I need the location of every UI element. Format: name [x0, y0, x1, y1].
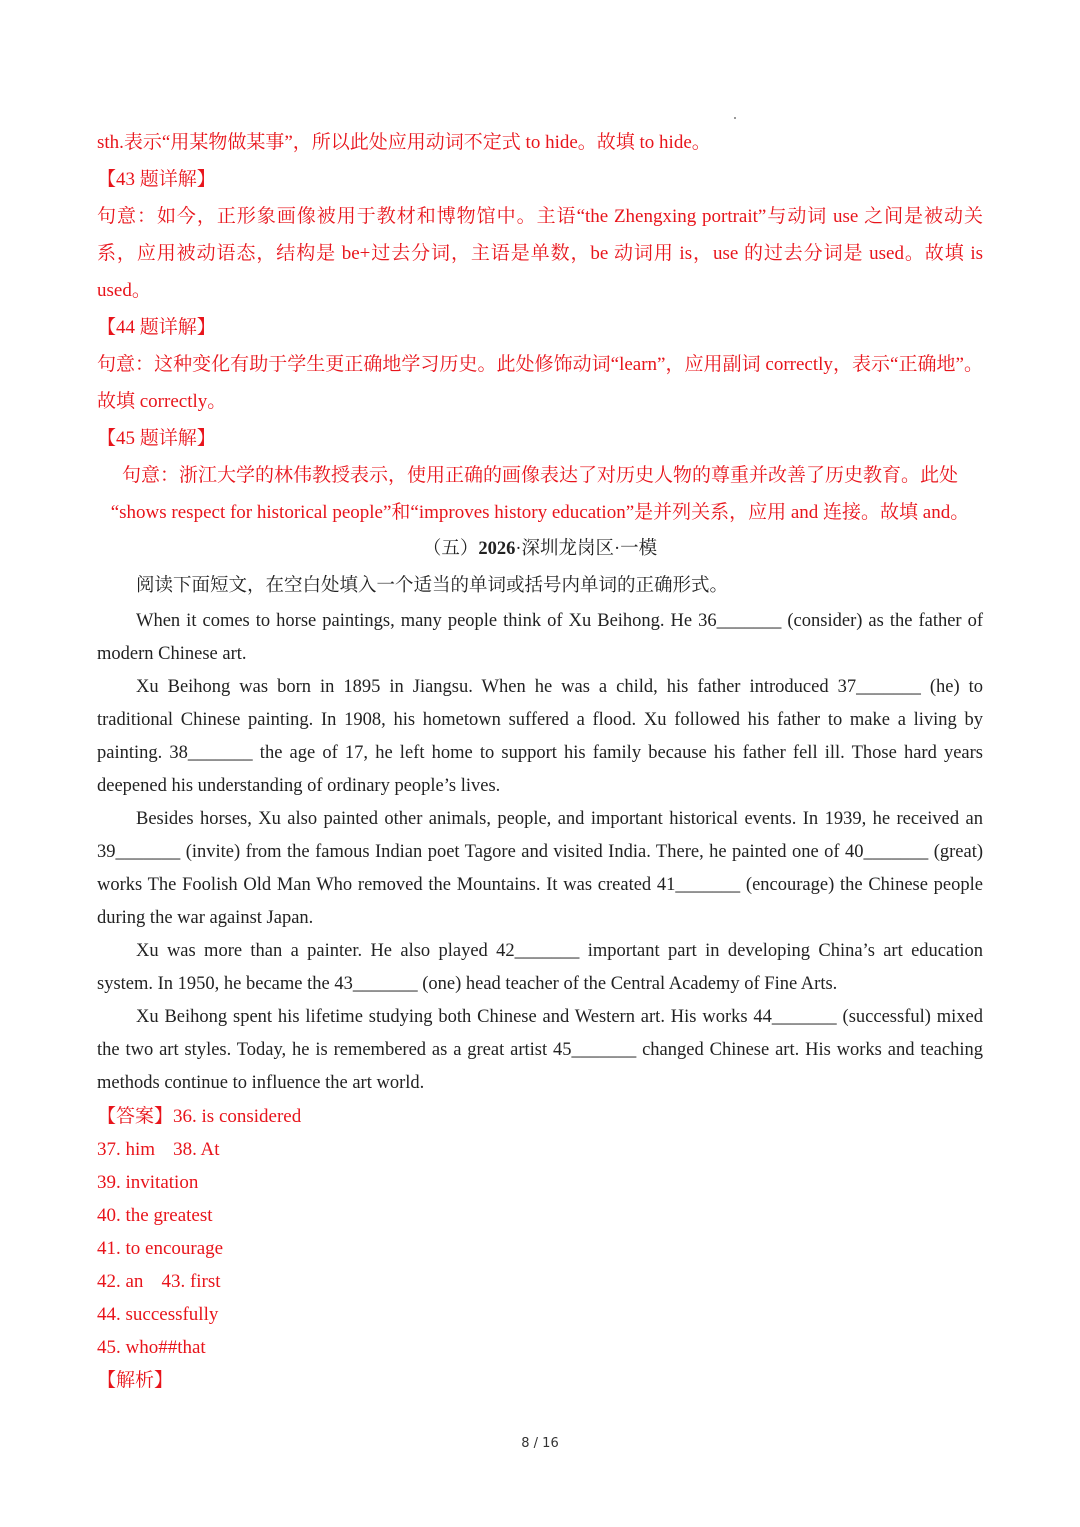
explanation-continuation: sth.表示“用某物做某事”，所以此处应用动词不定式 to hide。故填 to hide。 [97, 132, 711, 153]
section-instruction: 阅读下面短文，在空白处填入一个适当的单词或括号内单词的正确形式。 [136, 576, 729, 596]
stray-dot [734, 117, 736, 119]
answer-line-37-38 [97, 1133, 983, 1166]
page-content [97, 124, 983, 1397]
q44-heading: 【44 题详解】 [97, 317, 216, 338]
passage-paragraph-3: Besides horses, Xu also painted other animals, people, and important historical events. In 1939, he received an 39_______ (invite) from the famous Indian poet Tagore and visited India. There, he painted one of 40_______ (great) works The Foolish Old Man Who removed the Mountains. It was created 41_______ (encourage) the Chinese people during the war against Japan. [97, 809, 983, 928]
passage-paragraph-4: Xu was more than a painter. He also played 42_______ important part in developing China’s art education system. In 1950, he became the 43_______ (one) head teacher of the Central Academy of Fine Arts. [97, 941, 983, 994]
page-number: 8 / 16 [521, 1436, 559, 1451]
section-prefix: （五） [422, 539, 479, 559]
passage-paragraph-2: Xu Beihong was born in 1895 in Jiangsu. When he was a child, his father introduced 37_______ (he) to traditional Chinese painting. In 1908, his hometown suffered a flood. Xu followed his father to make a living by painting. 38_______ the age of 17, he left home to support his family because his father fell ill. Those hard years deepened his understanding of ordinary people’s lives. [97, 677, 983, 796]
answer-43: 43. first [161, 1271, 221, 1292]
q44-explanation: 句意：这种变化有助于学生更正确地学习历史。此处修饰动词“learn”，应用副词 correctly，表示“正确地”。故填 correctly。 [97, 354, 983, 412]
section-source: ·深圳龙岗区·一模 [515, 539, 658, 559]
answer-40: 40. the greatest [97, 1205, 213, 1226]
answer-42: 42. an [97, 1271, 144, 1292]
passage-paragraph-5: Xu Beihong spent his lifetime studying both Chinese and Western art. His works 44_______ (successful) mixed the two art styles. Today, he is remembered as a great artist 45_______ changed Chinese art. His works and teaching methods continue to influence the art world. [97, 1007, 983, 1093]
answer-44: 44. successfully [97, 1304, 219, 1325]
answer-line-36 [97, 1100, 983, 1133]
answer-37: 37. him [97, 1139, 156, 1160]
answer-line-42-43 [97, 1265, 983, 1298]
passage-paragraph-1: When it comes to horse paintings, many people think of Xu Beihong. He 36_______ (consider) as the father of modern Chinese art. [97, 611, 983, 664]
q45-explanation-line1: 句意：浙江大学的林伟教授表示，使用正确的画像表达了对历史人物的尊重并改善了历史教育。此处 [121, 465, 958, 486]
q45-heading: 【45 题详解】 [97, 428, 216, 449]
answer-label: 【答案】 [97, 1106, 174, 1127]
section-title [97, 531, 983, 568]
section-year: 2026 [478, 539, 516, 559]
analysis-heading: 【解析】 [97, 1370, 174, 1391]
answer-38: 38. At [173, 1139, 220, 1160]
answer-39: 39. invitation [97, 1172, 199, 1193]
q43-explanation: 句意：如今，正形象画像被用于教材和博物馆中。主语“the Zhengxing portrait”与动词 use 之间是被动关系，应用被动语态，结构是 be+过去分词，主语是单数，be 动词用 is，use 的过去分词是 used。故填 is used。 [97, 206, 983, 301]
answer-36: 36. is considered [173, 1106, 302, 1127]
q43-heading: 【43 题详解】 [97, 169, 216, 190]
answer-45: 45. who##that [97, 1337, 206, 1358]
q45-explanation-line2: “shows respect for historical people”和“improves history education”是并列关系，应用 and 连接。故填 and。 [110, 502, 970, 523]
answer-41: 41. to encourage [97, 1238, 224, 1259]
